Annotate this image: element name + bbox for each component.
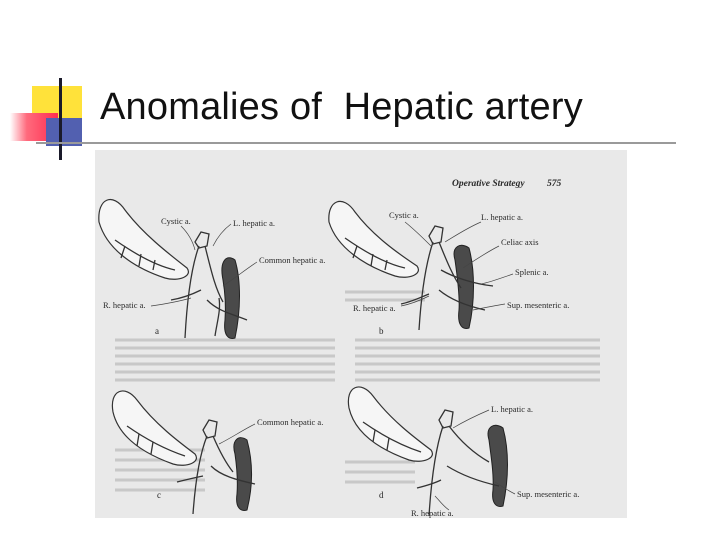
label-a-right-hepatic: R. hepatic a. xyxy=(103,300,146,310)
panel-letter-d: d xyxy=(379,490,384,500)
label-d-left-hepatic: L. hepatic a. xyxy=(491,404,534,414)
label-b-left-hepatic: L. hepatic a. xyxy=(481,212,524,222)
label-d-sup-mesenteric: Sup. mesenteric a. xyxy=(517,489,580,499)
figure-page-number: 575 xyxy=(547,179,562,189)
label-b-splenic: Splenic a. xyxy=(515,267,549,277)
title-underline xyxy=(36,142,676,144)
label-b-celiac-axis: Celiac axis xyxy=(501,237,539,247)
accent-vertical-line xyxy=(59,78,62,160)
label-b-cystic: Cystic a. xyxy=(389,210,419,220)
label-b-right-hepatic: R. hepatic a. xyxy=(353,303,396,313)
panel-letter-c: c xyxy=(157,490,161,500)
anatomy-figure-svg xyxy=(95,150,627,518)
anatomy-figure-scan xyxy=(95,150,627,518)
label-a-common-hepatic: Common hepatic a. xyxy=(259,255,326,265)
label-c-common-hepatic: Common hepatic a. xyxy=(257,417,324,427)
label-b-sup-mesenteric: Sup. mesenteric a. xyxy=(507,300,570,310)
label-a-left-hepatic: L. hepatic a. xyxy=(233,218,276,228)
label-d-right-hepatic: R. hepatic a. xyxy=(411,508,454,518)
panel-letter-b: b xyxy=(379,326,384,336)
figure-header: Operative Strategy xyxy=(452,179,525,189)
panel-letter-a: a xyxy=(155,326,159,336)
slide-title: Anomalies of Hepatic artery xyxy=(100,86,583,128)
label-a-cystic: Cystic a. xyxy=(161,216,191,226)
